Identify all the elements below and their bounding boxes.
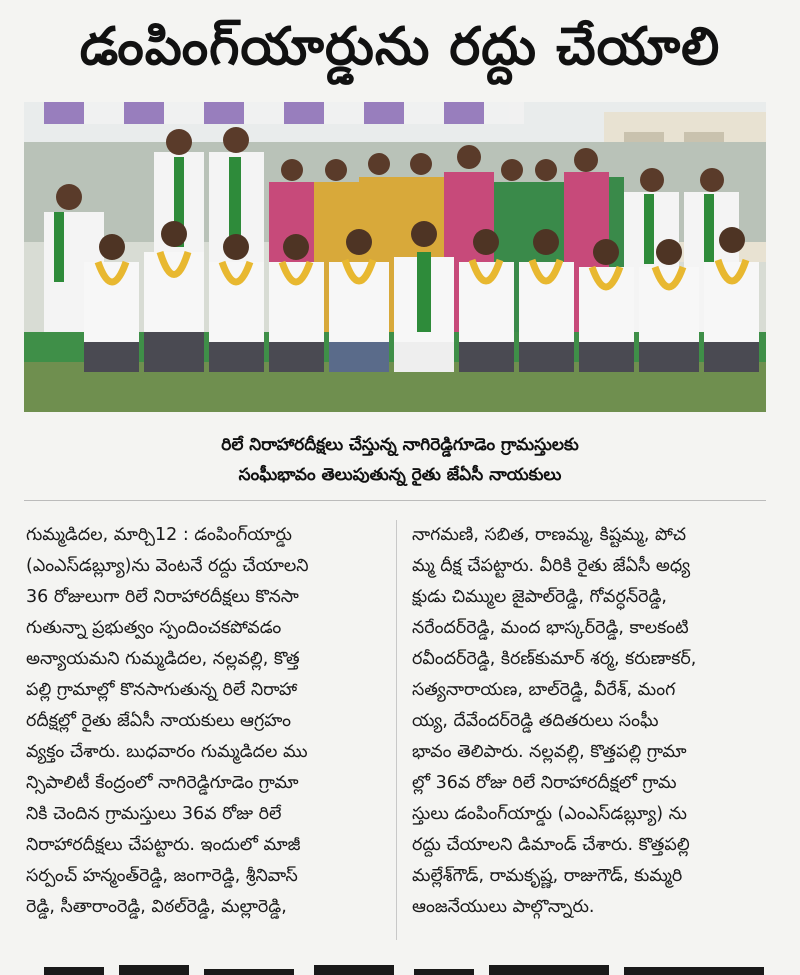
article-line: భావం తెలిపారు. నల్లవల్లి, కొత్తపల్లి గ్రామా — [412, 742, 687, 762]
article-line: గుమ్మడిదల, మార్చి12 : డంపింగ్‌యార్డు — [26, 525, 292, 545]
article-line: స్తులు డంపింగ్‌యార్డు (ఎంఎస్‌డబ్ల్యూ) ను — [412, 804, 687, 824]
article-line: య్య, దేవేందర్‌రెడ్డి తదితరులు సంఘీ — [412, 711, 659, 731]
article-line: అన్యాయమని గుమ్మడిదల, నల్లవల్లి, కొత్త — [26, 649, 300, 669]
article-line: రెడ్డి, సీతారాంరెడ్డి, విఠల్‌రెడ్డి, మల్లారెడ్డి, — [26, 897, 287, 917]
article-line: సత్యనారాయణ, బాల్‌రెడ్డి, వీరేశ్, మంగ — [412, 680, 676, 700]
article-line: పల్లి గ్రామాల్లో కొనసాగుతున్న రిలే నిరాహా — [26, 680, 298, 700]
column-divider — [396, 520, 397, 940]
article-line: ఆంజనేయులు పాల్గొన్నారు. — [412, 897, 595, 917]
caption-line-1: రిలే నిరాహారదీక్షలు చేస్తున్న నాగిరెడ్డిగూడెం గ్రామస్తులకు — [221, 435, 579, 455]
article-line: నరేందర్‌రెడ్డి, మంద భాస్కర్‌రెడ్డి, కాలకంటి — [412, 618, 689, 638]
article-line: మల్లేశ్‌గౌడ్, రామకృష్ణ, రాజుగౌడ్, కుమ్మరి — [412, 866, 683, 886]
cropped-headline-strokes — [24, 955, 776, 975]
article-column-right — [412, 520, 772, 940]
article-line: న్సిపాలిటీ కేంద్రంలో నాగిరెడ్డిగూడెం గ్రామా — [26, 773, 299, 793]
article-line: క్షుడు చిమ్ముల జైపాల్‌రెడ్డి, గోవర్ధన్‌రెడ్డి, — [412, 587, 667, 607]
article-line: రద్దు చేయాలని డిమాండ్ చేశారు. కొత్తపల్లి — [412, 835, 690, 855]
article-line: మ్మ దీక్ష చేపట్టారు. వీరికి రైతు జేఏసీ అధ్య — [412, 556, 691, 576]
article-line: సర్పంచ్ హన్మంత్‌రెడ్డి, జంగారెడ్డి, శ్రీనివాస్ — [26, 866, 298, 886]
article-line: 36 రోజులుగా రిలే నిరాహారదీక్షలు కొనసా — [26, 587, 299, 607]
article-line: రదీక్షల్లో రైతు జేఏసీ నాయకులు ఆగ్రహం — [26, 711, 291, 731]
article-line: రవీందర్‌రెడ్డి, కిరణ్‌కుమార్ శర్మ, కరుణాకర్, — [412, 649, 697, 669]
news-photo — [24, 102, 766, 412]
article-line: గుతున్నా ప్రభుత్వం స్పందించకపోవడం — [26, 618, 282, 638]
article-line: (ఎంఎస్‌డబ్ల్యూ)ను వెంటనే రద్దు చేయాలని — [26, 556, 309, 576]
article-column-left — [26, 520, 386, 940]
next-article-headline-cropped — [24, 948, 776, 975]
article-line: ల్లో 36వ రోజు రిలే నిరాహారదీక్షలో గ్రామ — [412, 773, 677, 793]
article-line: వ్యక్తం చేశారు. బుధవారం గుమ్మడిదల ము — [26, 742, 308, 762]
article-line: నికి చెందిన గ్రామస్తులు 36వ రోజు రిలే — [26, 804, 282, 824]
article-line: నాగమణి, సబిత, రాణమ్మ, కిష్టమ్మ, పోచ — [412, 525, 687, 545]
group-photo-illustration — [24, 102, 766, 412]
headline: డంపింగ్‌యార్డును రద్దు చేయాలి — [79, 17, 721, 77]
photo-caption — [110, 430, 690, 490]
caption-divider — [24, 500, 766, 501]
article-line: నిరాహారదీక్షలు చేపట్టారు. ఇందులో మాజీ — [26, 835, 301, 855]
caption-line-2: సంఘీభావం తెలుపుతున్న రైతు జేఏసీ నాయకులు — [238, 465, 562, 485]
